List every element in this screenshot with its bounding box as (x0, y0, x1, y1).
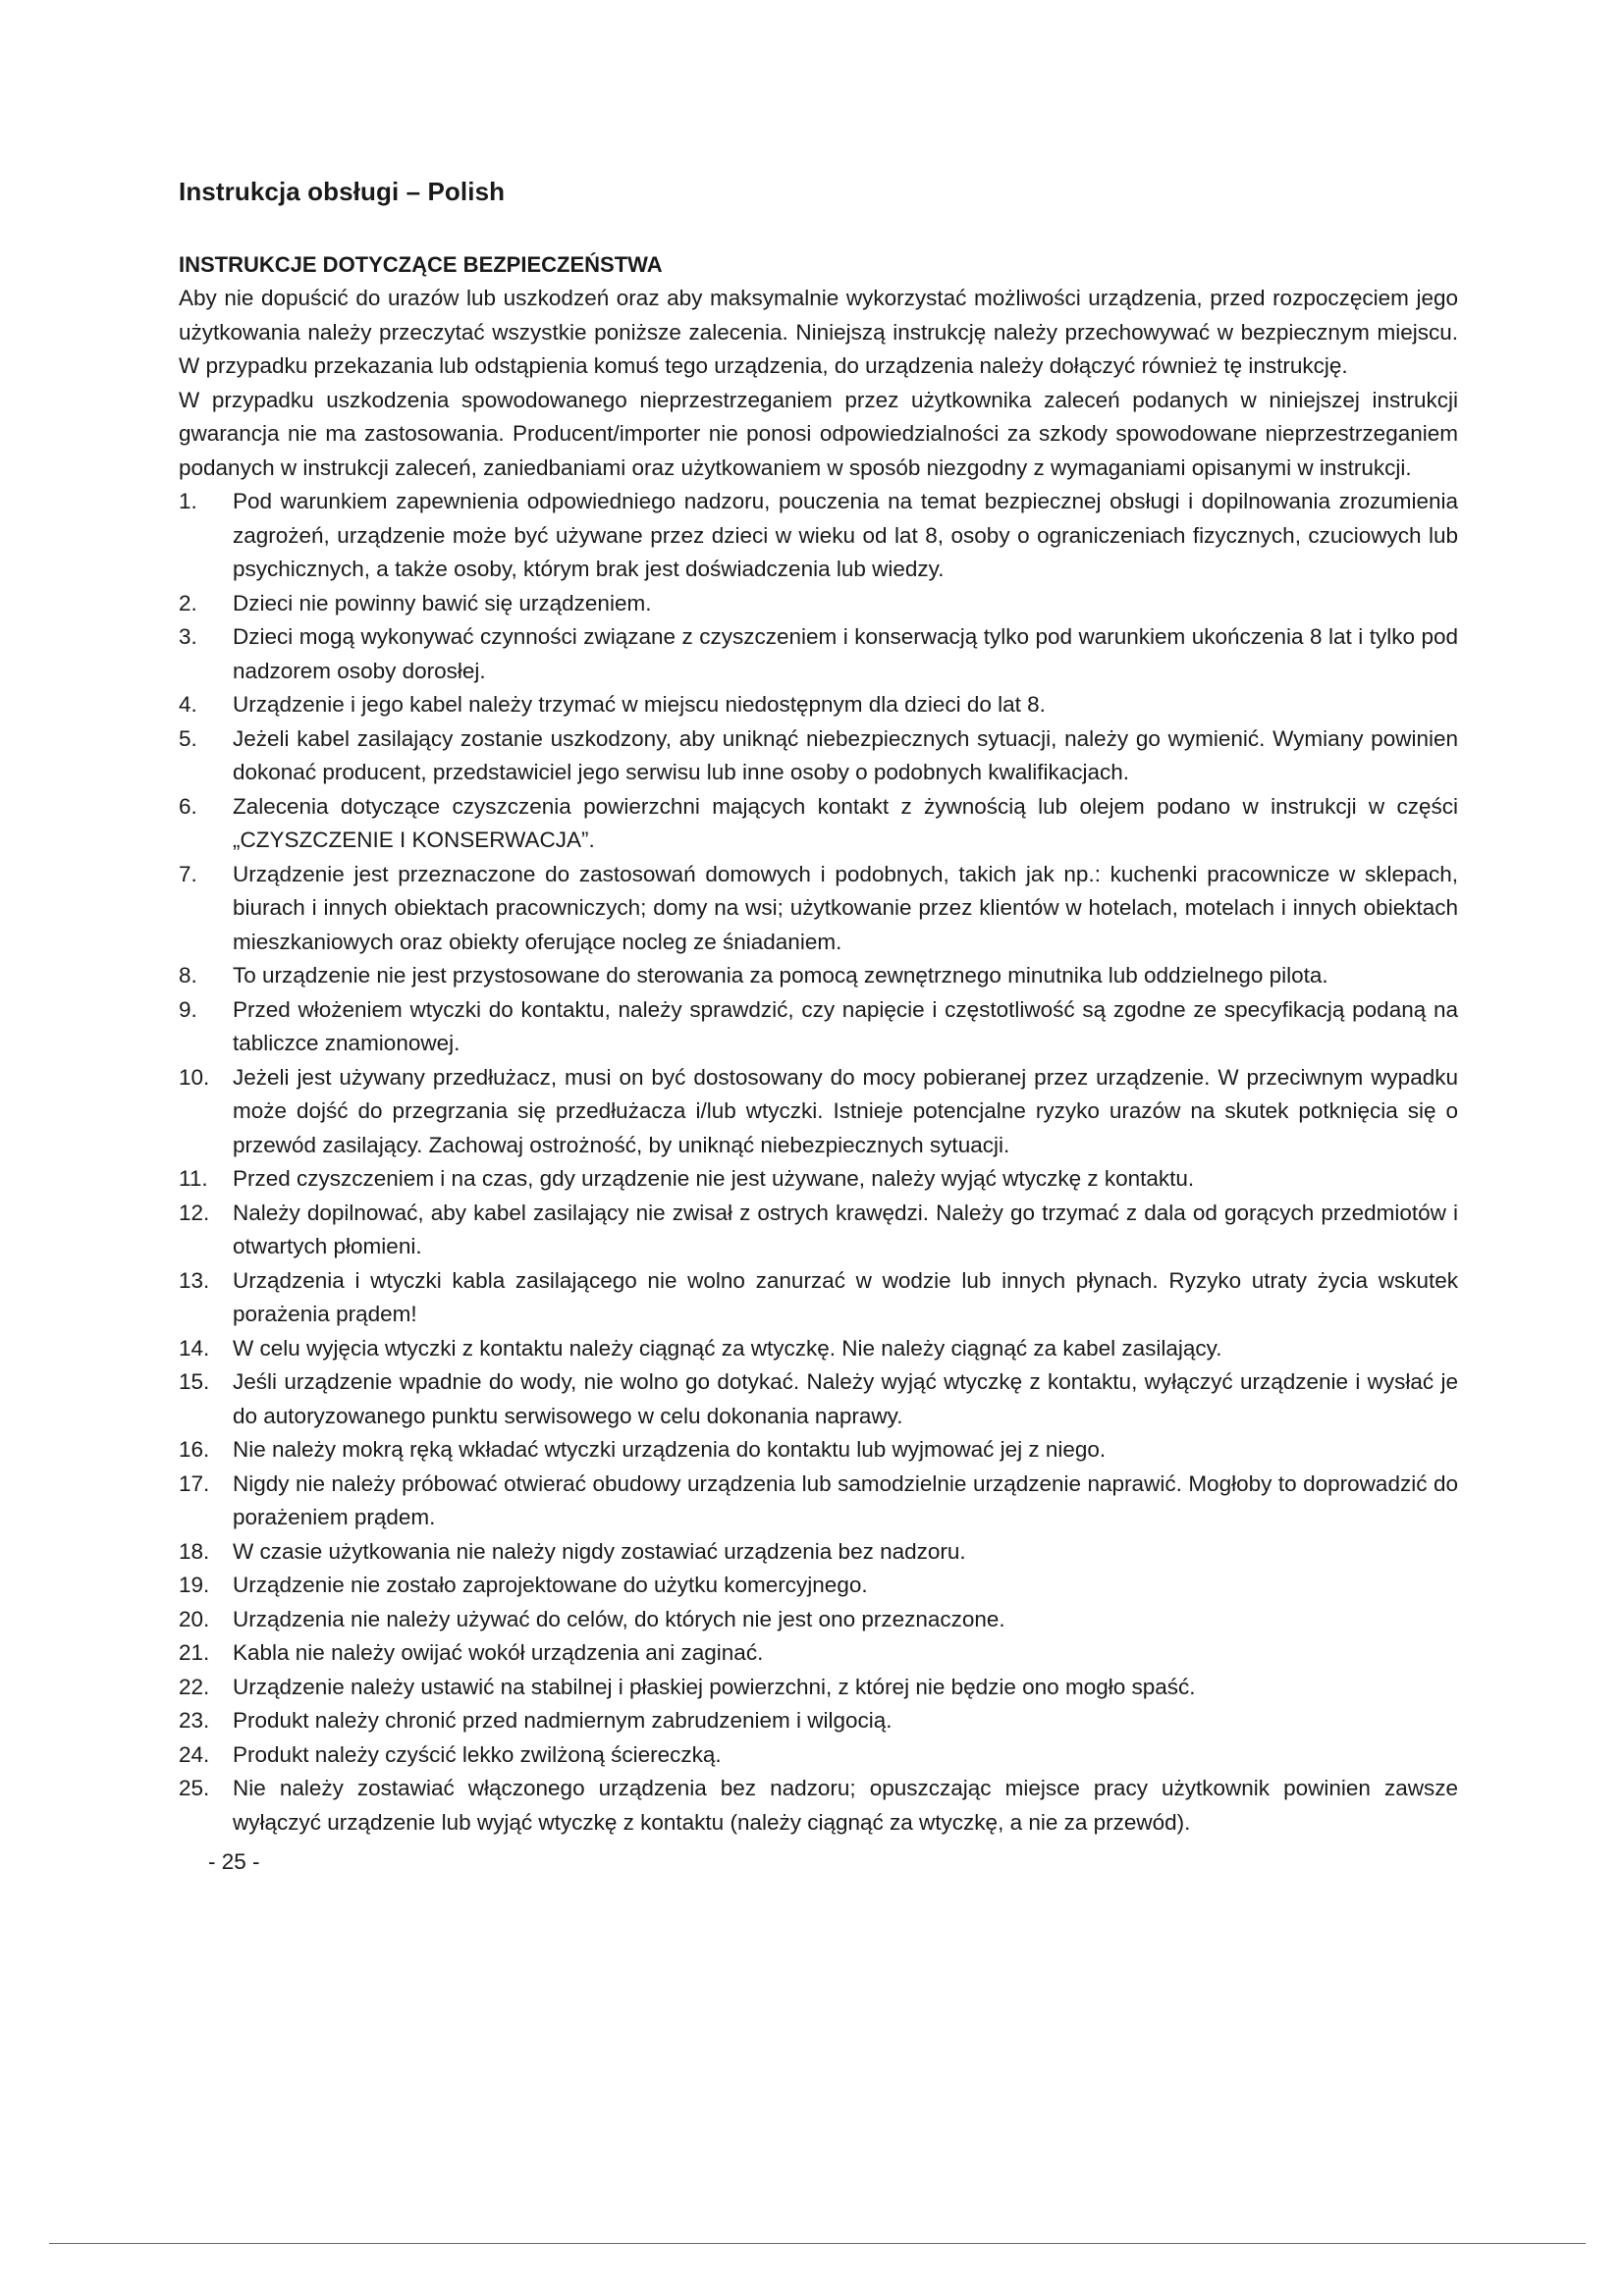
rule-number: 14. (179, 1335, 210, 1361)
list-item (179, 1671, 1458, 1705)
rule-text: W celu wyjęcia wtyczki z kontaktu należy ciągnąć za wtyczkę. Nie należy ciągnąć za kabel zasilający. (233, 1335, 1222, 1361)
rule-number: 18. (179, 1538, 210, 1564)
rule-text: Przed czyszczeniem i na czas, gdy urządzenie nie jest używane, należy wyjąć wtyczkę z kontaktu. (233, 1166, 1195, 1191)
rule-text: Urządzenie nie zostało zaprojektowane do użytku komercyjnego. (233, 1573, 868, 1597)
intro-paragraph: Aby nie dopuścić do urazów lub uszkodzeń oraz aby maksymalnie wykorzystać możliwości urządzenia, przed rozpoczęciem jego użytkowania należy przeczytać wszystkie poniższe zalecenia. Niniejszą instrukcję należy przechowywać w bezpiecznym miejscu. W przypadku przekazania lub odstąpienia komuś tego urządzenia, do urządzenia należy dołączyć również tę instrukcję. (179, 286, 1458, 378)
rule-text: Urządzenie i jego kabel należy trzymać w miejscu niedostępnym dla dzieci do lat 8. (233, 692, 1046, 717)
list-item (179, 1162, 1458, 1197)
list-item (179, 858, 1458, 960)
rule-text: Jeśli urządzenie wpadnie do wody, nie wolno go dotykać. Należy wyjąć wtyczkę z kontaktu, wyłączyć urządzenie i wysłać je do autoryzowanego punktu serwisowego w celu dokonania naprawy. (233, 1369, 1458, 1428)
safety-rules-list (179, 485, 1458, 1840)
rule-number: 11. (179, 1166, 208, 1191)
list-item (179, 688, 1458, 722)
rule-text: To urządzenie nie jest przystosowane do sterowania za pomocą zewnętrznego minutnika lub oddzielnego pilota. (233, 963, 1328, 988)
rule-number: 10. (179, 1064, 210, 1090)
rule-text: Dzieci nie powinny bawić się urządzeniem. (233, 590, 652, 615)
list-item (179, 1433, 1458, 1468)
rule-number: 5. (179, 725, 197, 751)
document-page (179, 177, 1458, 1879)
rule-number: 13. (179, 1267, 210, 1293)
warranty-paragraph: W przypadku uszkodzenia spowodowanego nieprzestrzeganiem przez użytkownika zaleceń podanych w niniejszej instrukcji gwarancja nie ma zastosowania. Producent/importer nie ponosi odpowiedzialności za szkody spowodowane nieprzestrzeganiem podanych w instrukcji zaleceń, zaniedbaniami oraz użytkowaniem w sposób niezgodny z wymaganiami opisanymi w instrukcji. (179, 387, 1458, 480)
list-item (179, 1738, 1458, 1773)
rule-number: 19. (179, 1573, 210, 1597)
rule-number: 8. (179, 963, 197, 988)
list-item (179, 1197, 1458, 1264)
rule-text: Urządzenie jest przeznaczone do zastosowań domowych i podobnych, takich jak np.: kuchenki pracownicze w sklepach, biurach i innych obiektach pracowniczych; domy na wsi; użytkowanie przez klientów w hotelach, motelach i innych obiektach mieszkaniowych oraz obiekty oferujące nocleg ze śniadaniem. (233, 861, 1458, 954)
list-item (179, 1535, 1458, 1570)
rule-number: 6. (179, 793, 197, 819)
page-number: - 25 - (208, 1849, 260, 1874)
list-item (179, 485, 1458, 587)
rule-text: Kabla nie należy owijać wokół urządzenia ani zaginać. (233, 1640, 764, 1665)
list-item (179, 1468, 1458, 1535)
rule-text: Pod warunkiem zapewnienia odpowiedniego nadzoru, pouczenia na temat bezpiecznej obsługi i dopilnowania zrozumienia zagrożeń, urządzenie może być używane przez dzieci w wieku od lat 8, osoby o ograniczeniach fizycznych, czuciowych lub psychicznych, a także osoby, którym brak jest doświadczenia lub wiedzy. (233, 489, 1458, 581)
list-item (179, 1569, 1458, 1603)
list-item (179, 587, 1458, 621)
rule-number: 20. (179, 1606, 210, 1631)
rule-text: Urządzenia i wtyczki kabla zasilającego nie wolno zanurzać w wodzie lub innych płynach. Ryzyko utraty życia wskutek porażenia prądem! (233, 1267, 1458, 1326)
list-item (179, 1704, 1458, 1738)
rule-number: 16. (179, 1437, 210, 1462)
rule-number: 7. (179, 861, 197, 886)
rule-number: 25. (179, 1776, 210, 1800)
list-item (179, 993, 1458, 1061)
list-item (179, 959, 1458, 993)
list-item (179, 1636, 1458, 1671)
rule-number: 9. (179, 996, 197, 1022)
rule-text: Jeżeli jest używany przedłużacz, musi on być dostosowany do mocy pobieranej przez urządzenie. W przeciwnym wypadku może dojść do przegrzania się przedłużacza i/lub wtyczki. Istnieje potencjalne ryzyko urazów na skutek potknięcia się o przewód zasilający. Zachowaj ostrożność, by uniknąć niebezpiecznych sytuacji. (233, 1064, 1458, 1157)
rule-text: Jeżeli kabel zasilający zostanie uszkodzony, aby uniknąć niebezpiecznych sytuacji, należy go wymienić. Wymiany powinien dokonać producent, przedstawiciel jego serwisu lub inne osoby o podobnych kwalifikacjach. (233, 725, 1458, 784)
list-item (179, 1061, 1458, 1163)
rule-number: 2. (179, 590, 197, 615)
rule-text: Nie należy zostawiać włączonego urządzenia bez nadzoru; opuszczając miejsce pracy użytkownik powinien zawsze wyłączyć urządzenie lub wyjąć wtyczkę z kontaktu (należy ciągnąć za wtyczkę, a nie za przewód). (233, 1776, 1458, 1835)
footer-divider (49, 2243, 1586, 2244)
rule-text: Należy dopilnować, aby kabel zasilający nie zwisał z ostrych krawędzi. Należy go trzymać z dala od gorących przedmiotów i otwartych płomieni. (233, 1200, 1458, 1258)
rule-number: 23. (179, 1708, 210, 1733)
rule-number: 22. (179, 1674, 210, 1699)
rule-text: W czasie użytkowania nie należy nigdy zostawiać urządzenia bez nadzoru. (233, 1538, 966, 1564)
rule-number: 12. (179, 1200, 210, 1225)
rule-text: Zalecenia dotyczące czyszczenia powierzchni mających kontakt z żywnością lub olejem podano w instrukcji w części „CZYSZCZENIE I KONSERWACJA”. (233, 793, 1458, 852)
rule-text: Nie należy mokrą ręką wkładać wtyczki urządzenia do kontaktu lub wyjmować jej z niego. (233, 1437, 1107, 1462)
rule-number: 3. (179, 624, 197, 649)
list-item (179, 1332, 1458, 1366)
rule-number: 21. (179, 1640, 210, 1665)
list-item (179, 1603, 1458, 1637)
rule-text: Dzieci mogą wykonywać czynności związane z czyszczeniem i konserwacją tylko pod warunkiem ukończenia 8 lat i tylko pod nadzorem osoby dorosłej. (233, 624, 1458, 683)
rule-text: Nigdy nie należy próbować otwierać obudowy urządzenia lub samodzielnie urządzenie naprawić. Mogłoby to doprowadzić do porażeniem prądem. (233, 1470, 1458, 1529)
rule-text: Produkt należy chronić przed nadmiernym zabrudzeniem i wilgocią. (233, 1708, 893, 1733)
rule-text: Urządzenie należy ustawić na stabilnej i płaskiej powierzchni, z której nie będzie ono mogło spaść. (233, 1674, 1196, 1699)
rule-text: Urządzenia nie należy używać do celów, do których nie jest ono przeznaczone. (233, 1606, 1005, 1631)
rule-number: 15. (179, 1369, 210, 1394)
rule-number: 1. (179, 489, 197, 513)
list-item (179, 722, 1458, 790)
rule-text: Przed włożeniem wtyczki do kontaktu, należy sprawdzić, czy napięcie i częstotliwość są zgodne ze specyfikacją podaną na tabliczce znamionowej. (233, 996, 1458, 1055)
list-item (179, 790, 1458, 858)
list-item (179, 1365, 1458, 1433)
list-item (179, 1772, 1458, 1840)
list-item (179, 620, 1458, 688)
rule-text: Produkt należy czyścić lekko zwilżoną ściereczką. (233, 1741, 722, 1767)
document-title: Instrukcja obsługi – Polish (179, 177, 506, 206)
rule-number: 24. (179, 1741, 210, 1767)
rule-number: 17. (179, 1470, 210, 1496)
section-heading: INSTRUKCJE DOTYCZĄCE BEZPIECZEŃSTWA (179, 252, 663, 277)
rule-number: 4. (179, 692, 197, 717)
list-item (179, 1264, 1458, 1332)
